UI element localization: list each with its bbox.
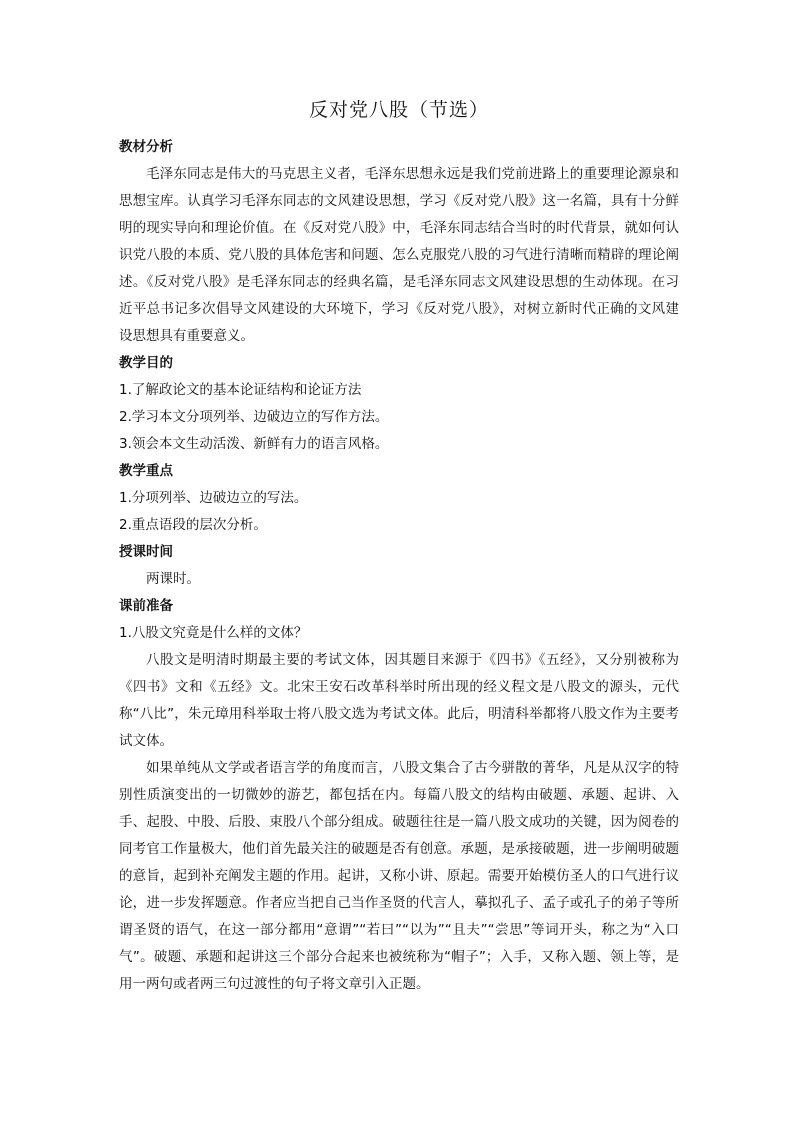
- goal-item-1: 1.了解政论文的基本论证结构和论证方法: [119, 382, 362, 398]
- heading-prep: 课前准备: [119, 598, 173, 614]
- goal-item-2: 2.学习本文分项列举、边破边立的写作方法。: [119, 409, 389, 425]
- heading-focus: 教学重点: [119, 463, 173, 479]
- prep-paragraph-2: 如果单纯从文学或者语言学的角度而言，八股文集合了古今骈散的菁华，凡是从汉字的特别性质演变出的一切微妙的游艺，都包括在内。每篇八股文的结构由破题、承题、起讲、入手、起股、中股、后股、束股八个部分组成。破题往往是一篇八股文成功的关键，因为阅卷的同考官工作量极大，他们首先最关注的破题是否有创意。承题，是承接破题，进一步阐明破题的意旨，起到补充阐发主题的作用。起讲，又称小讲、原起。需要开始模仿圣人的口气进行议论，进一步发挥题意。作者应当把自己当作圣贤的代言人，摹拟孔子、孟子或孔子的弟子等所谓圣贤的语气，在这一部分都用“意谓”“若曰”“以为”“且夫”“尝思”等词开头，称之为“入口气”。破题、承题和起讲这三个部分合起来也被统称为“帽子”；入手，又称入题、领上等，是用一两句或者两三句过渡性的句子将文章引入正题。: [119, 760, 679, 992]
- heading-analysis: 教材分析: [119, 139, 173, 155]
- goal-item-3: 3.领会本文生动活泼、新鲜有力的语言风格。: [119, 436, 389, 452]
- focus-item-1: 1.分项列举、边破边立的写法。: [119, 490, 308, 506]
- time-paragraph: 两课时。: [146, 571, 200, 587]
- document-title: 反对党八股（节选）: [308, 99, 489, 121]
- focus-item-2: 2.重点语段的层次分析。: [119, 517, 267, 533]
- analysis-paragraph: 毛泽东同志是伟大的马克思主义者，毛泽东思想永远是我们党前进路上的重要理论源泉和思想宝库。认真学习毛泽东同志的文风建设思想，学习《反对党八股》这一名篇，具有十分鲜明的现实导向和理论价值。在《反对党八股》中，毛泽东同志结合当时的时代背景，就如何认识党八股的本质、党八股的具体危害和问题、怎么克服党八股的习气进行清晰而精辟的理论阐述。《反对党八股》是毛泽东同志的经典名篇，是毛泽东同志文风建设思想的生动体现。在习近平总书记多次倡导文风建设的大环境下，学习《反对党八股》，对树立新时代正确的文风建设思想具有重要意义。: [119, 166, 679, 344]
- document-page: [119, 96, 679, 998]
- prep-question: 1.八股文究竟是什么样的文体？: [119, 625, 308, 641]
- heading-goals: 教学目的: [119, 355, 173, 371]
- prep-paragraph-1: 八股文是明清时期最主要的考试文体，因其题目来源于《四书》《五经》，又分别被称为《四书》文和《五经》文。北宋王安石改革科举时所出现的经义程文是八股文的源头，元代称“八比”，朱元璋用科举取士将八股文选为考试文体。此后，明清科举都将八股文作为主要考试文体。: [119, 652, 679, 749]
- heading-time: 授课时间: [119, 544, 173, 560]
